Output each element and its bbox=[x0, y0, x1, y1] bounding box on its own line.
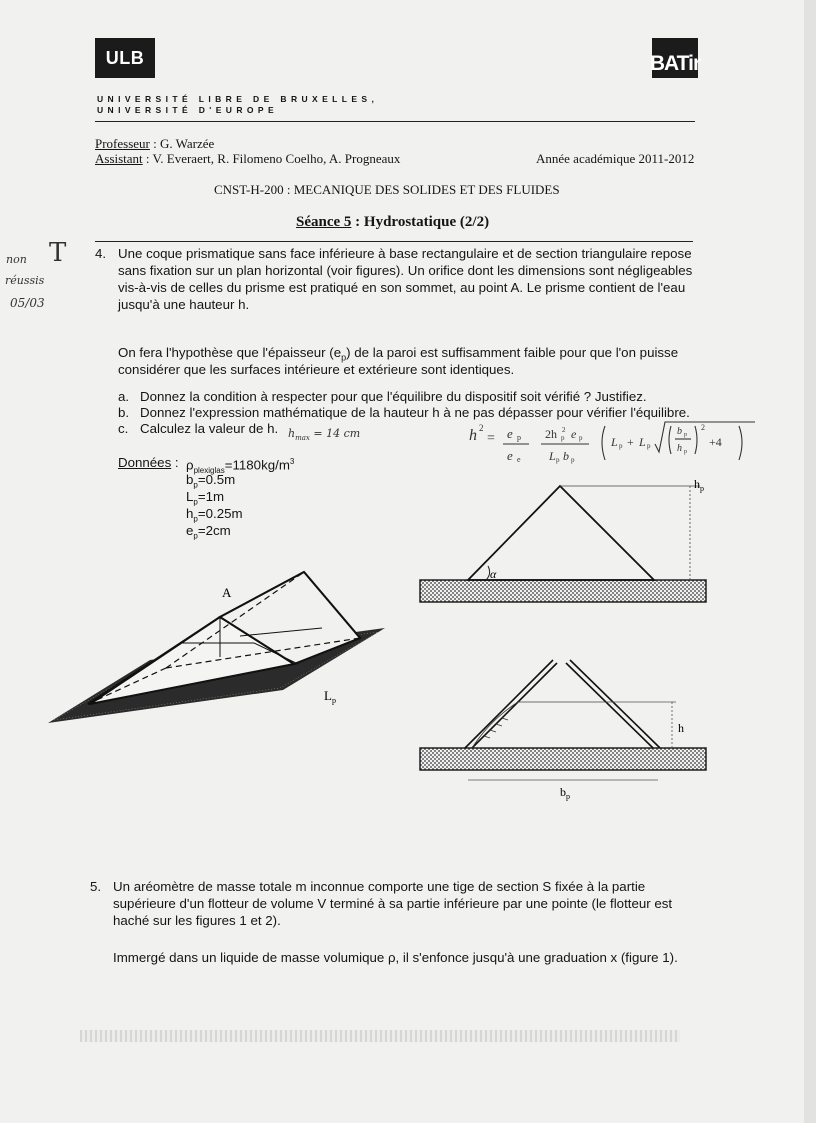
alpha-label: α bbox=[490, 567, 497, 581]
exercise5-number: 5. bbox=[90, 879, 102, 894]
svg-text:h: h bbox=[677, 443, 682, 454]
session-title bbox=[296, 214, 489, 231]
handwritten-hmax: $h_{max} = 14$ cm bbox=[288, 427, 361, 443]
question-c: Calculez la valeur de h. bbox=[140, 421, 279, 436]
academic-year: Année académique 2011-2012 bbox=[536, 151, 695, 166]
cross-section-figure bbox=[410, 474, 720, 614]
hp-label: $h_p$ bbox=[694, 477, 704, 493]
header-rule bbox=[95, 121, 695, 122]
hypothesis-part1: On fera l'hypothèse que l'épaisseur (e bbox=[118, 345, 342, 360]
ground-hatch bbox=[420, 580, 706, 602]
svg-text:e: e bbox=[517, 455, 521, 464]
hypothesis-line2: considérer que les surfaces intérieure et extérieure sont identiques. bbox=[118, 362, 515, 377]
svg-text:p: p bbox=[684, 449, 687, 455]
professor-value: : G. Warzée bbox=[149, 136, 215, 151]
svg-text:2: 2 bbox=[479, 423, 484, 433]
data-label: Données bbox=[118, 455, 172, 470]
h-label: h bbox=[678, 721, 684, 735]
exercise4-line4: jusqu'à une hauteur h. bbox=[118, 297, 250, 312]
prism-3d-figure bbox=[40, 560, 400, 730]
university-name-line1: UNIVERSITÉ LIBRE DE BRUXELLES, bbox=[97, 94, 379, 104]
data-lp: $L_p=1m$ bbox=[186, 489, 225, 507]
professor-label: Professeur bbox=[95, 136, 150, 151]
svg-text:e: e bbox=[507, 426, 513, 441]
data-bp: $b_p=0.5m$ bbox=[186, 472, 236, 490]
question-b: Donnez l'expression mathématique de la hauteur h à ne pas dépasser pour vérifier l'équilibre. bbox=[140, 405, 690, 420]
svg-text:p: p bbox=[556, 456, 560, 464]
exercise5-line2: supérieure d'un flotteur de volume V terminé à sa partie inférieure par une pointe (le flotteur est bbox=[113, 896, 673, 911]
svg-text:2: 2 bbox=[701, 423, 705, 432]
course-title: CNST-H-200 : MECANIQUE DES SOLIDES ET DES FLUIDES bbox=[214, 182, 560, 197]
question-b-label: b. bbox=[118, 405, 130, 420]
hypothesis-sub: p bbox=[341, 352, 347, 363]
svg-text:b: b bbox=[563, 449, 569, 463]
assistant-line bbox=[95, 151, 400, 167]
svg-text:2: 2 bbox=[562, 426, 566, 434]
svg-text:p: p bbox=[517, 433, 521, 442]
data-label-line: Données : bbox=[118, 455, 179, 470]
svg-text:p: p bbox=[579, 434, 583, 442]
batir-logo: BATir bbox=[652, 38, 698, 78]
water-section-figure bbox=[410, 650, 720, 810]
svg-text:e: e bbox=[507, 448, 513, 463]
svg-text:+: + bbox=[627, 435, 634, 449]
lp-label: $L_p$ bbox=[324, 688, 336, 705]
university-name-line2: UNIVERSITÉ D'EUROPE bbox=[97, 105, 279, 115]
session-name: : Hydrostatique (2/2) bbox=[351, 214, 490, 230]
svg-text:L: L bbox=[549, 449, 556, 463]
svg-text:p: p bbox=[647, 442, 651, 450]
exercise5-line3: haché sur les figures 1 et 2). bbox=[113, 913, 281, 928]
title-rule bbox=[95, 241, 693, 242]
svg-text:L: L bbox=[639, 435, 646, 449]
exercise5-line1: Un aréomètre de masse totale m inconnue comporte une tige de section S fixée à la partie bbox=[113, 879, 646, 894]
page-edge-shadow bbox=[804, 0, 816, 1123]
assistant-value: : V. Everaert, R. Filomeno Coelho, A. Progneaux bbox=[142, 151, 401, 166]
exercise4-line1: Une coque prismatique sans face inférieure à base rectangulaire et de section triangulaire repose bbox=[118, 246, 692, 261]
svg-text:e: e bbox=[571, 427, 577, 441]
svg-text:p: p bbox=[684, 432, 687, 438]
professor-line bbox=[95, 136, 214, 152]
margin-note-date: 05/03 bbox=[10, 296, 45, 310]
exercise5-immersion: Immergé dans un liquide de masse volumique ρ, il s'enfonce jusqu'à une graduation x (figure 1). bbox=[113, 950, 678, 965]
assistant-label: Assistant bbox=[95, 151, 143, 166]
hypothesis-part2: ) de la paroi est suffisamment faible pour que l'on puisse bbox=[346, 345, 679, 360]
svg-text:p: p bbox=[571, 456, 575, 464]
exercise4-number: 4. bbox=[95, 246, 107, 261]
question-c-label: c. bbox=[118, 421, 129, 436]
ulb-logo: ULB bbox=[95, 38, 155, 78]
margin-note-non: non bbox=[6, 253, 27, 266]
svg-text:h: h bbox=[469, 427, 477, 444]
svg-text:p: p bbox=[561, 434, 565, 442]
svg-text:=: = bbox=[487, 431, 495, 446]
margin-note-reussis: réussis bbox=[5, 274, 45, 287]
bp-label: $b_p$ bbox=[560, 785, 570, 801]
svg-text:b: b bbox=[677, 426, 682, 437]
svg-text:+4: +4 bbox=[709, 435, 722, 449]
handwritten-formula bbox=[465, 418, 765, 478]
question-a: Donnez la condition à respecter pour que l'équilibre du dispositif soit vérifié ? Justifiez. bbox=[140, 389, 647, 404]
point-a-label: A bbox=[222, 585, 232, 600]
session-label: Séance 5 bbox=[296, 214, 352, 230]
data-hp: $h_p=0.25m$ bbox=[186, 506, 243, 524]
svg-text:p: p bbox=[619, 442, 623, 450]
exercise4-line3: vis-à-vis de celles du prisme est pratiqué en son sommet, au point A. Le prisme contient de l'eau bbox=[118, 280, 686, 295]
svg-text:L: L bbox=[611, 435, 618, 449]
exercise4-line2: sans fixation sur un plan horizontal (voir figures). Un orifice dont les dimensions sont négligeables bbox=[118, 263, 693, 278]
question-a-label: a. bbox=[118, 389, 130, 404]
svg-text:2h: 2h bbox=[545, 427, 557, 441]
margin-note-t: T bbox=[49, 238, 67, 268]
page-bleed-band bbox=[80, 1030, 680, 1042]
data-rho: $\rho_{plexiglas}=1180kg/m^3$ bbox=[186, 457, 295, 476]
data-ep: $e_p=2cm$ bbox=[186, 523, 231, 541]
